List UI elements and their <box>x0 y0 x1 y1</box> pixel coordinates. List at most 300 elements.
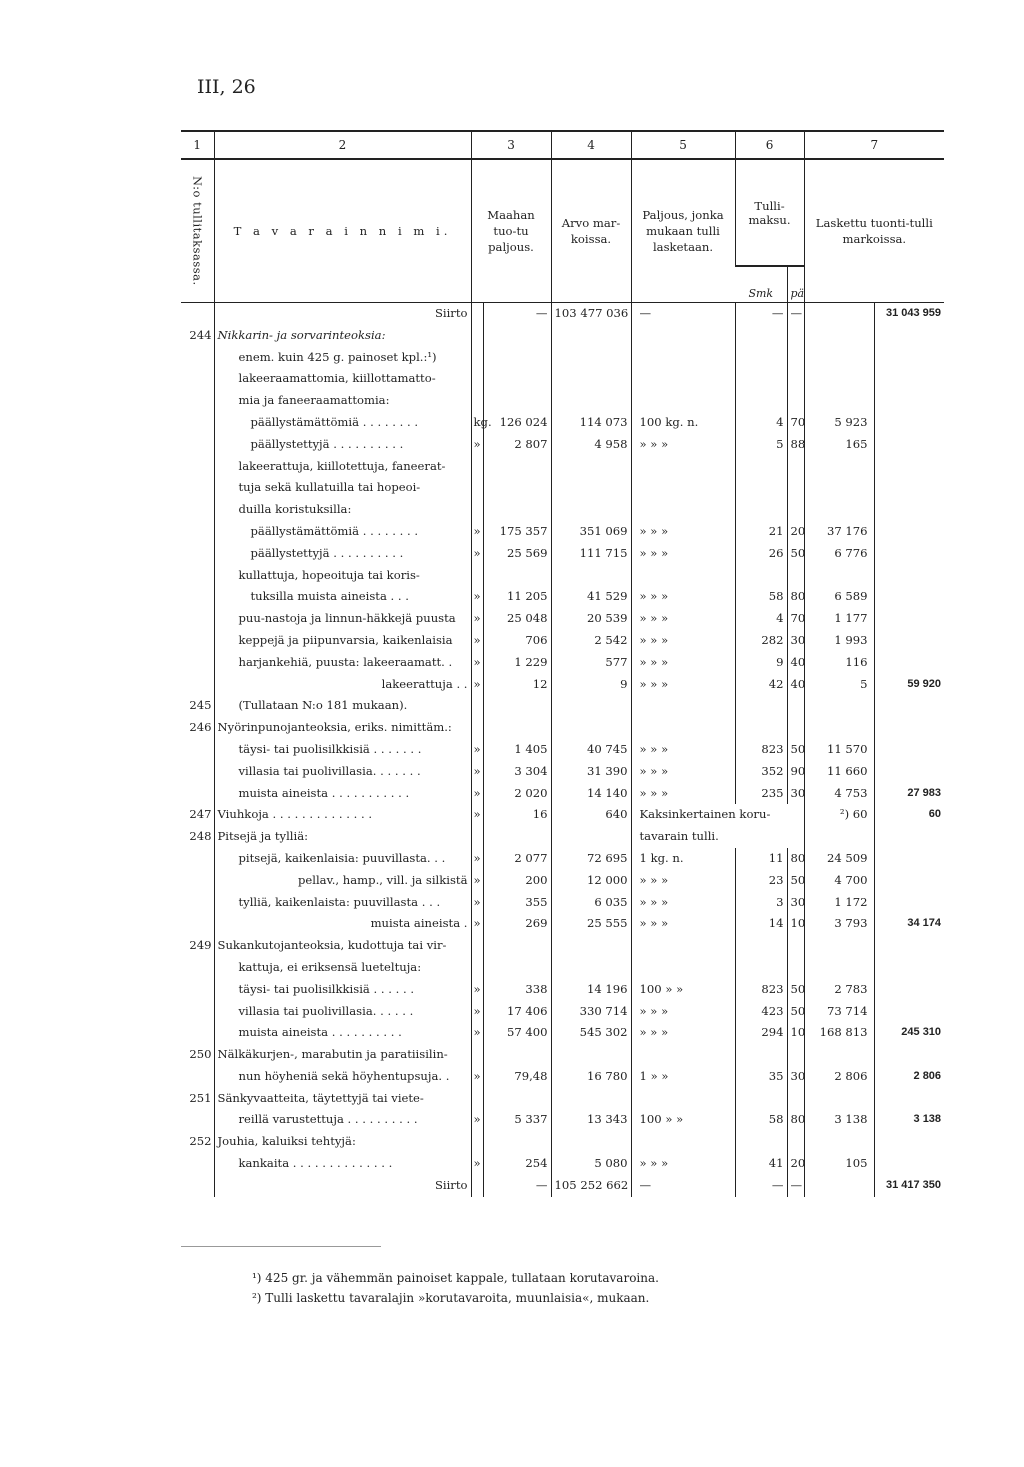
tariff-marks: 23 <box>735 870 787 892</box>
group-total <box>874 543 944 565</box>
computed-duty: 6 589 <box>804 586 874 608</box>
import-quantity: 706 <box>483 630 551 652</box>
group-total <box>874 935 944 957</box>
unit-cell <box>471 565 483 587</box>
computed-duty <box>804 303 874 325</box>
computed-duty <box>804 565 874 587</box>
tariff-number <box>181 390 214 412</box>
tariff-number <box>181 1001 214 1023</box>
tariff-penni <box>787 325 804 347</box>
tariff-penni: 40 <box>787 674 804 696</box>
tariff-penni: 20 <box>787 521 804 543</box>
tariff-marks <box>735 717 787 739</box>
item-name: lakeeraamattomia, kiillottamatto- <box>214 368 471 390</box>
tariff-penni: 88 <box>787 434 804 456</box>
value-marks <box>551 565 631 587</box>
group-total <box>874 368 944 390</box>
table-row <box>181 870 944 892</box>
unit-cell: » <box>471 739 483 761</box>
value-marks: 12 000 <box>551 870 631 892</box>
tariff-marks <box>735 1044 787 1066</box>
tariff-marks: 4 <box>735 412 787 434</box>
group-total <box>874 761 944 783</box>
duty-basis <box>631 1088 735 1110</box>
computed-duty <box>804 935 874 957</box>
value-marks: 577 <box>551 652 631 674</box>
duty-basis <box>631 1131 735 1153</box>
item-name: Nälkäkurjen-, marabutin ja paratiisilin- <box>214 1044 471 1066</box>
item-name: tuja sekä kullatuilla tai hopeoi- <box>214 477 471 499</box>
tariff-marks: 21 <box>735 521 787 543</box>
import-quantity <box>483 456 551 478</box>
unit-cell <box>471 303 483 325</box>
item-name: tylliä, kaikenlaista: puuvillasta . . . <box>214 892 471 914</box>
computed-duty: 5 <box>804 674 874 696</box>
value-marks <box>551 1044 631 1066</box>
tariff-penni: 30 <box>787 892 804 914</box>
unit-cell <box>471 717 483 739</box>
duty-basis: 100 » » <box>631 1109 735 1131</box>
value-marks <box>551 368 631 390</box>
table-row <box>181 586 944 608</box>
value-marks: 114 073 <box>551 412 631 434</box>
value-marks: 40 745 <box>551 739 631 761</box>
tariff-number <box>181 543 214 565</box>
tariff-table <box>181 130 944 1197</box>
group-total: 3 138 <box>874 1109 944 1131</box>
value-marks <box>551 499 631 521</box>
duty-basis <box>631 325 735 347</box>
group-total <box>874 870 944 892</box>
computed-duty: 11 570 <box>804 739 874 761</box>
table-row <box>181 783 944 805</box>
value-marks <box>551 826 631 848</box>
duty-basis <box>631 695 735 717</box>
tariff-marks <box>735 1131 787 1153</box>
value-marks: 545 302 <box>551 1022 631 1044</box>
value-marks: 14 140 <box>551 783 631 805</box>
table-row <box>181 695 944 717</box>
duty-basis: » » » <box>631 739 735 761</box>
import-quantity <box>483 935 551 957</box>
unit-cell: » <box>471 543 483 565</box>
import-quantity <box>483 390 551 412</box>
duty-basis: » » » <box>631 892 735 914</box>
unit-cell <box>471 1175 483 1197</box>
value-marks: 9 <box>551 674 631 696</box>
tariff-marks <box>735 957 787 979</box>
tariff-number <box>181 456 214 478</box>
table-row <box>181 935 944 957</box>
item-name: muista aineista . . . . . . . . . . <box>214 1022 471 1044</box>
import-quantity: 57 400 <box>483 1022 551 1044</box>
import-quantity <box>483 1088 551 1110</box>
duty-basis <box>631 717 735 739</box>
tariff-penni: 80 <box>787 848 804 870</box>
value-marks <box>551 390 631 412</box>
item-name: enem. kuin 425 g. painoset kpl.:¹) <box>214 347 471 369</box>
duty-basis: 1 » » <box>631 1066 735 1088</box>
import-quantity <box>483 347 551 369</box>
tariff-penni <box>787 477 804 499</box>
unit-cell <box>471 325 483 347</box>
group-total <box>874 652 944 674</box>
tariff-marks: 42 <box>735 674 787 696</box>
group-total <box>874 1088 944 1110</box>
computed-duty: 105 <box>804 1153 874 1175</box>
header-basis: Paljous, jonka mukaan tulli lasketaan. <box>631 159 735 303</box>
import-quantity: 11 205 <box>483 586 551 608</box>
footnote-2: ²) Tulli laskettu tavaralajin »korutavaroita, muunlaisia«, mukaan. <box>252 1291 650 1305</box>
group-total <box>874 1001 944 1023</box>
table-row <box>181 1088 944 1110</box>
footnote-rule <box>181 1246 381 1247</box>
tariff-marks: 58 <box>735 1109 787 1131</box>
tariff-penni: — <box>787 303 804 325</box>
tariff-marks: 823 <box>735 739 787 761</box>
unit-cell: » <box>471 1022 483 1044</box>
header-import: Maahan tuo-tu paljous. <box>471 159 551 303</box>
value-marks <box>551 477 631 499</box>
table-row <box>181 826 944 848</box>
value-marks: 5 080 <box>551 1153 631 1175</box>
duty-basis: » » » <box>631 870 735 892</box>
value-marks: 105 252 662 <box>551 1175 631 1197</box>
computed-duty: 3 138 <box>804 1109 874 1131</box>
tariff-penni <box>787 456 804 478</box>
tariff-marks <box>735 477 787 499</box>
tariff-penni <box>787 717 804 739</box>
tariff-number <box>181 979 214 1001</box>
duty-basis: tavarain tulli. <box>631 826 804 848</box>
tariff-penni: 30 <box>787 630 804 652</box>
duty-basis: » » » <box>631 783 735 805</box>
tariff-penni: 70 <box>787 412 804 434</box>
unit-cell <box>471 456 483 478</box>
unit-cell <box>471 390 483 412</box>
tariff-number <box>181 586 214 608</box>
duty-basis <box>631 390 735 412</box>
tariff-number <box>181 652 214 674</box>
item-name: Siirto <box>214 1175 471 1197</box>
unit-cell: » <box>471 1153 483 1175</box>
value-marks <box>551 957 631 979</box>
tariff-marks: 5 <box>735 434 787 456</box>
import-quantity: 338 <box>483 979 551 1001</box>
item-name: pellav., hamp., vill. ja silkistä <box>214 870 471 892</box>
value-marks: 2 542 <box>551 630 631 652</box>
tariff-penni: 10 <box>787 913 804 935</box>
import-quantity: 25 048 <box>483 608 551 630</box>
unit-cell <box>471 1044 483 1066</box>
item-name: päällystettyjä . . . . . . . . . . <box>214 434 471 456</box>
item-name: reillä varustettuja . . . . . . . . . . <box>214 1109 471 1131</box>
table-row <box>181 717 944 739</box>
unit-cell: » <box>471 848 483 870</box>
item-name: päällystämättömiä . . . . . . . . <box>214 412 471 434</box>
siirto-row <box>181 303 944 325</box>
computed-duty <box>804 499 874 521</box>
value-marks <box>551 1131 631 1153</box>
value-marks: 72 695 <box>551 848 631 870</box>
table-row <box>181 1066 944 1088</box>
tariff-number <box>181 434 214 456</box>
tariff-number <box>181 783 214 805</box>
item-name: kattuja, ei eriksensä lueteltuja: <box>214 957 471 979</box>
duty-basis <box>631 935 735 957</box>
tariff-number <box>181 521 214 543</box>
group-total: 2 806 <box>874 1066 944 1088</box>
import-quantity: 1 229 <box>483 652 551 674</box>
header-penni: pä <box>787 266 804 302</box>
duty-basis <box>631 499 735 521</box>
value-marks: 20 539 <box>551 608 631 630</box>
tariff-number: 250 <box>189 1047 212 1062</box>
table-row <box>181 412 944 434</box>
tariff-marks: 58 <box>735 586 787 608</box>
value-marks <box>551 347 631 369</box>
tariff-number <box>181 630 214 652</box>
table-row <box>181 652 944 674</box>
duty-basis: » » » <box>631 630 735 652</box>
duty-basis: » » » <box>631 674 735 696</box>
tariff-number <box>181 368 214 390</box>
import-quantity: 355 <box>483 892 551 914</box>
value-marks: 351 069 <box>551 521 631 543</box>
unit-cell: » <box>471 870 483 892</box>
header-tariff: Tulli-maksu. <box>735 159 804 266</box>
tariff-number <box>181 1066 214 1088</box>
col-num-2: 2 <box>214 131 471 159</box>
duty-basis <box>631 368 735 390</box>
tariff-marks <box>735 347 787 369</box>
unit-cell: » <box>471 608 483 630</box>
computed-duty <box>804 1044 874 1066</box>
import-quantity <box>483 499 551 521</box>
computed-duty: 11 660 <box>804 761 874 783</box>
group-total <box>874 499 944 521</box>
table-row <box>181 456 944 478</box>
unit-cell <box>471 957 483 979</box>
table-row <box>181 761 944 783</box>
tariff-number <box>181 303 214 325</box>
tariff-marks <box>735 935 787 957</box>
value-marks: 4 958 <box>551 434 631 456</box>
import-quantity: 25 569 <box>483 543 551 565</box>
footnote-1: ¹) 425 gr. ja vähemmän painoiset kappale, tullataan korutavaroina. <box>252 1271 659 1285</box>
group-total <box>874 892 944 914</box>
value-marks: 25 555 <box>551 913 631 935</box>
computed-duty <box>804 390 874 412</box>
value-marks <box>551 456 631 478</box>
import-quantity <box>483 695 551 717</box>
column-title-row <box>181 159 944 266</box>
import-quantity: 3 304 <box>483 761 551 783</box>
duty-basis <box>631 347 735 369</box>
column-number-row <box>181 131 944 159</box>
tariff-penni: 30 <box>787 1066 804 1088</box>
group-total: 27 983 <box>874 783 944 805</box>
table-row <box>181 1109 944 1131</box>
col-num-6: 6 <box>735 131 804 159</box>
item-name: Nikkarin- ja sorvarinteoksia: <box>214 325 471 347</box>
table-body <box>181 303 944 1197</box>
table-row <box>181 1044 944 1066</box>
tariff-penni <box>787 499 804 521</box>
computed-duty: ²) 60 <box>804 804 874 826</box>
header-nro <box>181 159 214 303</box>
table-row <box>181 1131 944 1153</box>
import-quantity: — <box>483 1175 551 1197</box>
computed-duty <box>804 368 874 390</box>
import-quantity: 126 024 <box>483 412 551 434</box>
table-row <box>181 892 944 914</box>
tariff-marks <box>735 368 787 390</box>
import-quantity: 12 <box>483 674 551 696</box>
group-total <box>874 695 944 717</box>
header-computed: Laskettu tuonti-tulli markoissa. <box>804 159 944 303</box>
footnotes <box>252 1268 659 1308</box>
group-total <box>874 717 944 739</box>
import-quantity <box>483 368 551 390</box>
tariff-penni: 70 <box>787 608 804 630</box>
tariff-penni <box>787 347 804 369</box>
unit-cell: » <box>471 892 483 914</box>
unit-cell: » <box>471 1066 483 1088</box>
group-total <box>874 521 944 543</box>
import-quantity: 79,48 <box>483 1066 551 1088</box>
item-name: muista aineista . . . . . . . . . . . <box>214 783 471 805</box>
unit-cell <box>471 1088 483 1110</box>
unit-cell: » <box>471 804 483 826</box>
duty-basis: » » » <box>631 1022 735 1044</box>
item-name: villasia tai puolivillasia. . . . . . . <box>214 761 471 783</box>
header-value: Arvo mar-koissa. <box>551 159 631 303</box>
tariff-number <box>181 1022 214 1044</box>
table-row <box>181 390 944 412</box>
item-name: villasia tai puolivillasia. . . . . . <box>214 1001 471 1023</box>
computed-duty: 24 509 <box>804 848 874 870</box>
item-name: Sänkyvaatteita, täytettyjä tai viete- <box>214 1088 471 1110</box>
item-name: lakeerattuja, kiillotettuja, faneerat- <box>214 456 471 478</box>
group-total <box>874 434 944 456</box>
tariff-marks <box>735 325 787 347</box>
item-name: päällystämättömiä . . . . . . . . <box>214 521 471 543</box>
group-total <box>874 1153 944 1175</box>
group-total <box>874 630 944 652</box>
group-total <box>874 826 944 848</box>
tariff-number <box>181 347 214 369</box>
tariff-marks: 235 <box>735 783 787 805</box>
import-quantity: — <box>483 303 551 325</box>
unit-cell: » <box>471 979 483 1001</box>
group-total <box>874 979 944 1001</box>
duty-basis: » » » <box>631 761 735 783</box>
group-total <box>874 325 944 347</box>
unit-cell: » <box>471 761 483 783</box>
tariff-penni <box>787 390 804 412</box>
item-name: (Tullataan N:o 181 mukaan). <box>214 695 471 717</box>
table-row <box>181 1001 944 1023</box>
tariff-number <box>181 913 214 935</box>
import-quantity: 254 <box>483 1153 551 1175</box>
value-marks: 111 715 <box>551 543 631 565</box>
item-name: tuksilla muista aineista . . . <box>214 586 471 608</box>
group-total: 31 417 350 <box>874 1175 944 1197</box>
computed-duty: 4 753 <box>804 783 874 805</box>
tariff-number: 247 <box>189 807 212 822</box>
col-num-5: 5 <box>631 131 735 159</box>
header-nro-text: N:o tullitaksassa. <box>190 176 205 286</box>
computed-duty <box>804 695 874 717</box>
item-name: lakeerattuja . . <box>214 674 471 696</box>
import-quantity: 200 <box>483 870 551 892</box>
unit-cell <box>471 347 483 369</box>
table-row <box>181 1022 944 1044</box>
tariff-number <box>181 739 214 761</box>
table-row <box>181 608 944 630</box>
computed-duty: 37 176 <box>804 521 874 543</box>
tariff-marks: 9 <box>735 652 787 674</box>
tariff-marks <box>735 565 787 587</box>
group-total <box>874 586 944 608</box>
tariff-marks <box>735 1088 787 1110</box>
import-quantity: 17 406 <box>483 1001 551 1023</box>
group-total <box>874 739 944 761</box>
tariff-penni <box>787 1044 804 1066</box>
item-name: Nyörinpunojanteoksia, eriks. nimittäm.: <box>214 717 471 739</box>
tariff-marks: 352 <box>735 761 787 783</box>
table-row <box>181 543 944 565</box>
header-markka: Smk <box>735 266 787 302</box>
item-name: täysi- tai puolisilkkisiä . . . . . . <box>214 979 471 1001</box>
unit-cell: » <box>471 913 483 935</box>
table-row <box>181 957 944 979</box>
table-row <box>181 979 944 1001</box>
item-name: harjankehiä, puusta: lakeeraamatt. . <box>214 652 471 674</box>
group-total <box>874 1131 944 1153</box>
tariff-penni: 80 <box>787 1109 804 1131</box>
item-name: mia ja faneeraamattomia: <box>214 390 471 412</box>
value-marks <box>551 695 631 717</box>
tariff-number: 244 <box>189 327 212 342</box>
import-quantity <box>483 1044 551 1066</box>
item-name: kankaita . . . . . . . . . . . . . . <box>214 1153 471 1175</box>
table-header <box>181 131 944 303</box>
tariff-penni <box>787 1131 804 1153</box>
siirto-row <box>181 1175 944 1197</box>
value-marks <box>551 325 631 347</box>
computed-duty: 1 177 <box>804 608 874 630</box>
tariff-penni: 10 <box>787 1022 804 1044</box>
value-marks: 41 529 <box>551 586 631 608</box>
duty-basis <box>631 1044 735 1066</box>
import-quantity <box>483 826 551 848</box>
import-quantity: 269 <box>483 913 551 935</box>
item-name: pitsejä, kaikenlaisia: puuvillasta. . . <box>214 848 471 870</box>
group-total <box>874 608 944 630</box>
import-quantity <box>483 565 551 587</box>
computed-duty: 73 714 <box>804 1001 874 1023</box>
duty-basis: » » » <box>631 521 735 543</box>
item-name: Sukankutojanteoksia, kudottuja tai vir- <box>214 935 471 957</box>
header-name: T a v a r a i n n i m i. <box>214 159 471 303</box>
table-row <box>181 434 944 456</box>
computed-duty <box>804 1131 874 1153</box>
item-name: päällystettyjä . . . . . . . . . . <box>214 543 471 565</box>
import-quantity <box>483 717 551 739</box>
table-row <box>181 368 944 390</box>
